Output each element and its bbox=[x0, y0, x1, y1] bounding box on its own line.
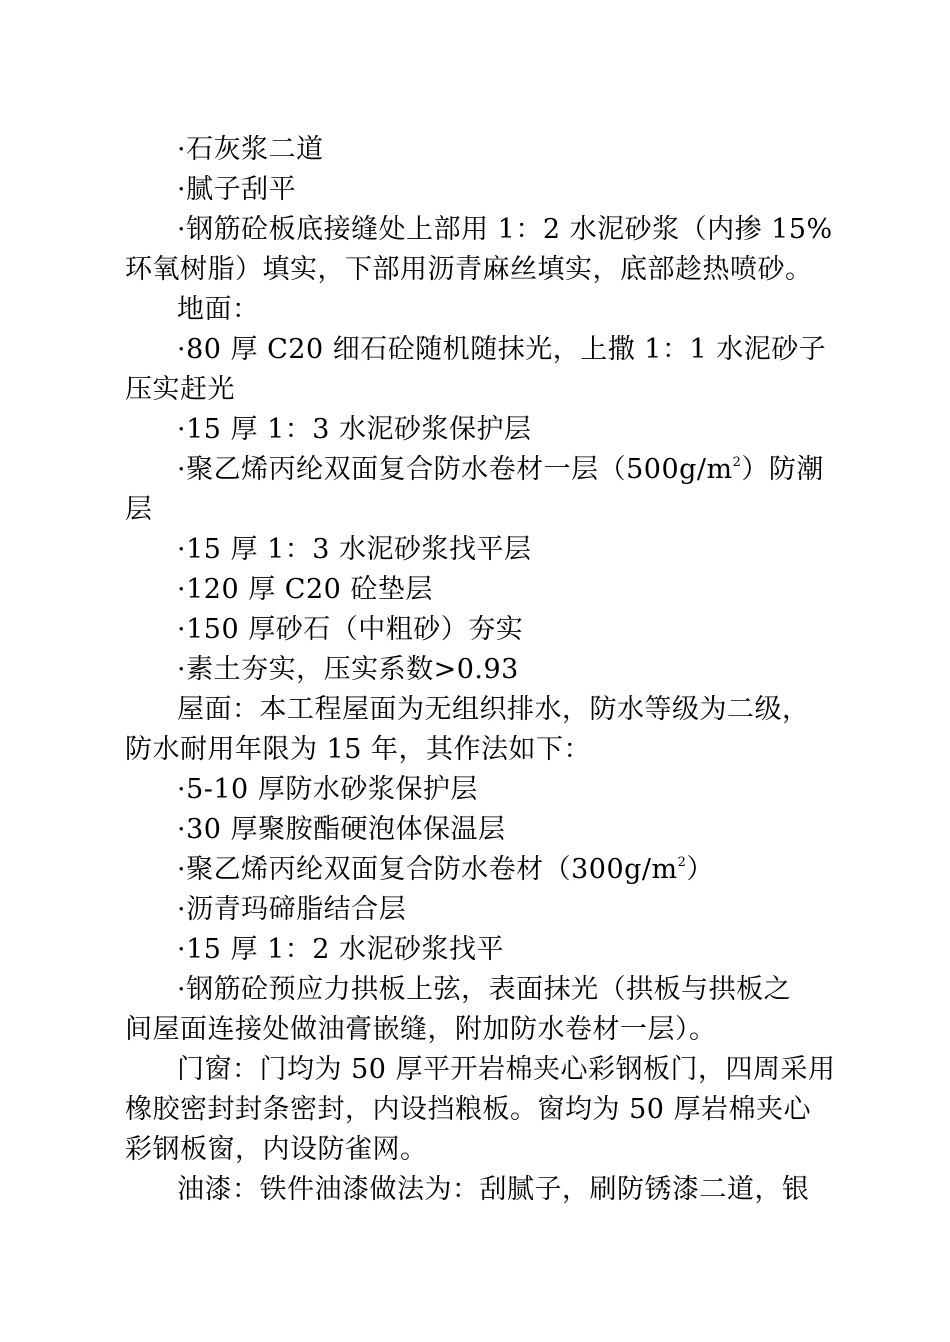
line-text: 层 bbox=[125, 494, 153, 525]
line-text: 环氧树脂）填实，下部用沥青麻丝填实，底部趁热喷砂。 bbox=[125, 254, 813, 285]
line-text: ·150 厚砂石（中粗砂）夯实 bbox=[177, 614, 524, 645]
line-text-after: ）防潮 bbox=[741, 454, 824, 485]
line-text: ·15 厚 1：2 水泥砂浆找平 bbox=[177, 934, 505, 965]
line-text: ·15 厚 1：3 水泥砂浆找平层 bbox=[177, 534, 532, 565]
text-line bbox=[125, 530, 860, 570]
text-line bbox=[125, 330, 860, 370]
text-line bbox=[125, 930, 860, 970]
line-text: ·80 厚 C20 细石砼随机随抹光，上撒 1：1 水泥砂子 bbox=[177, 334, 827, 365]
text-line bbox=[125, 1050, 860, 1090]
text-line bbox=[125, 730, 860, 770]
text-line bbox=[125, 610, 860, 650]
text-line bbox=[125, 650, 860, 690]
text-line bbox=[125, 570, 860, 610]
text-line bbox=[125, 490, 860, 530]
line-text: ·120 厚 C20 砼垫层 bbox=[177, 574, 433, 605]
line-text: ·聚乙烯丙纶双面复合防水卷材一层（500g/m bbox=[177, 454, 733, 485]
text-line bbox=[125, 1170, 860, 1210]
line-text: 防水耐用年限为 15 年，其作法如下： bbox=[125, 734, 592, 765]
text-line bbox=[125, 410, 860, 450]
line-text-after: ） bbox=[686, 854, 714, 885]
text-line bbox=[125, 1130, 860, 1170]
text-line bbox=[125, 970, 860, 1010]
text-line bbox=[125, 770, 860, 810]
line-text: 门窗：门均为 50 厚平开岩棉夹心彩钢板门，四周采用 bbox=[177, 1054, 836, 1085]
line-text: ·素土夯实，压实系数>0.93 bbox=[177, 654, 519, 685]
line-text: 间屋面连接处做油膏嵌缝，附加防水卷材一层）。 bbox=[125, 1014, 717, 1045]
superscript: 2 bbox=[677, 855, 687, 870]
superscript: 2 bbox=[732, 455, 742, 470]
text-line bbox=[125, 890, 860, 930]
text-line bbox=[125, 290, 860, 330]
text-line bbox=[125, 1090, 860, 1130]
text-line bbox=[125, 130, 860, 170]
text-line bbox=[125, 370, 860, 410]
line-text: 彩钢板窗，内设防雀网。 bbox=[125, 1134, 428, 1165]
line-text: ·钢筋砼板底接缝处上部用 1：2 水泥砂浆（内掺 15% bbox=[177, 214, 833, 245]
text-line bbox=[125, 210, 860, 250]
text-line bbox=[125, 450, 860, 490]
line-text: 压实赶光 bbox=[125, 374, 235, 405]
line-text: ·沥青玛碲脂结合层 bbox=[177, 894, 407, 925]
line-text: 屋面：本工程屋面为无组织排水，防水等级为二级， bbox=[177, 694, 810, 725]
line-text: 橡胶密封封条密封，内设挡粮板。窗均为 50 厚岩棉夹心 bbox=[125, 1094, 812, 1125]
line-text: ·聚乙烯丙纶双面复合防水卷材（300g/m bbox=[177, 854, 678, 885]
document-body bbox=[125, 130, 860, 1210]
line-text: ·5-10 厚防水砂浆保护层 bbox=[177, 774, 478, 805]
text-line bbox=[125, 690, 860, 730]
line-text: ·15 厚 1：3 水泥砂浆保护层 bbox=[177, 414, 532, 445]
line-text: ·腻子刮平 bbox=[177, 174, 297, 205]
text-line bbox=[125, 850, 860, 890]
text-line bbox=[125, 250, 860, 290]
line-text: ·石灰浆二道 bbox=[177, 134, 324, 165]
text-line bbox=[125, 1010, 860, 1050]
line-text: 地面： bbox=[177, 294, 260, 325]
line-text: ·30 厚聚胺酯硬泡体保温层 bbox=[177, 814, 506, 845]
line-text: ·钢筋砼预应力拱板上弦，表面抹光（拱板与拱板之 bbox=[177, 974, 792, 1005]
text-line bbox=[125, 170, 860, 210]
text-line bbox=[125, 810, 860, 850]
line-text: 油漆：铁件油漆做法为：刮腻子，刷防锈漆二道，银 bbox=[177, 1174, 810, 1205]
